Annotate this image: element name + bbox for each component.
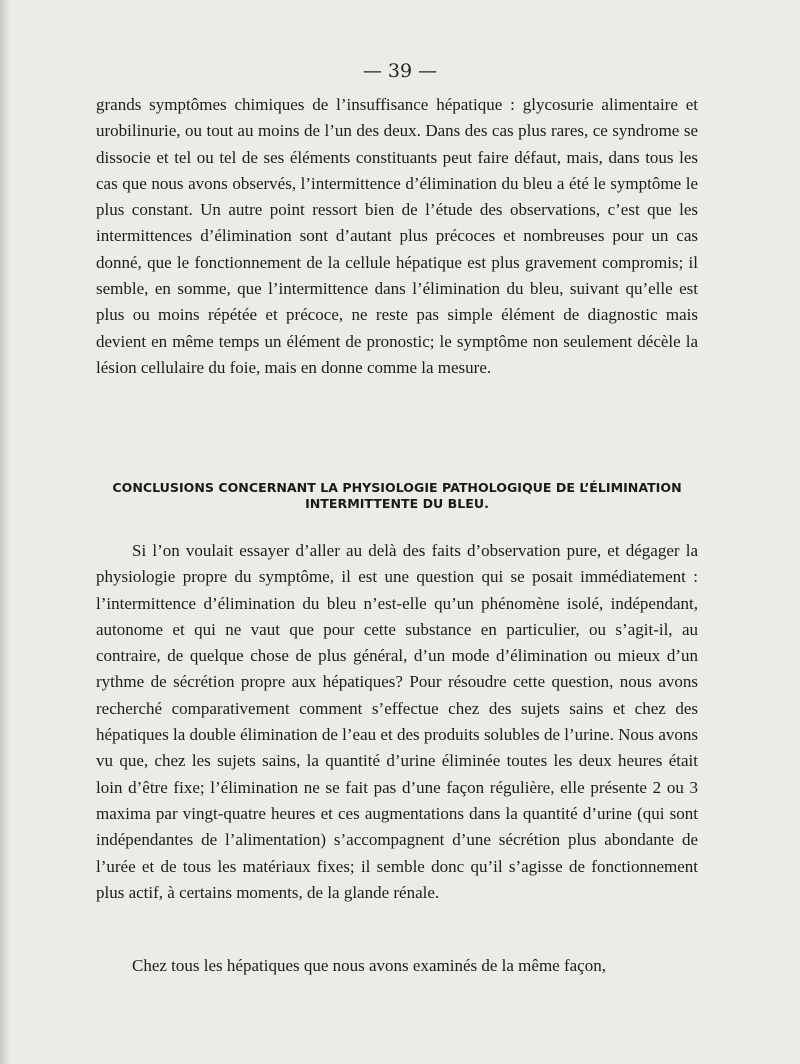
page-number: — 39 —	[362, 60, 438, 82]
section-heading-line-2: INTERMITTENTE DU BLEU.	[305, 496, 489, 511]
page-edge-shadow	[0, 0, 10, 1064]
paragraph-1: grands symptômes chimiques de l’insuffisance hépatique : glycosurie alimentaire et urobilinurie, ou tout au moins de l’un des deux. Dans des cas plus rares, ce syndrome se dissocie et tel ou tel de ses éléments constituants peut faire défaut, mais, dans tous les cas que nous avons observés, l’intermittence d’élimination du bleu a été le symptôme le plus constant. Un autre point ressort bien de l’étude des observations, c’est que les intermittences d’élimination sont d’autant plus précoces et nombreuses pour un cas donné, que le fonctionnement de la cellule hépatique est plus gravement compromis; il semble, en somme, que l’intermittence dans l’élimination du bleu, suivant qu’elle est plus ou moins répétée et précoce, ne reste pas simple élément de diagnostic mais devient en même temps un élément de pronostic; le symptôme non seulement décèle la lésion cellulaire du foie, mais en donne comme la mesure.	[96, 95, 698, 377]
section-heading-line-1: CONCLUSIONS CONCERNANT LA PHYSIOLOGIE PATHOLOGIQUE DE L’ÉLIMINATION	[112, 480, 682, 495]
text-block-continuation	[96, 953, 698, 979]
text-block-intro	[96, 92, 698, 381]
text-block-conclusions	[96, 538, 698, 906]
paragraph-3: Chez tous les hépatiques que nous avons examinés de la même façon,	[132, 956, 606, 975]
paragraph-2: Si l’on voulait essayer d’aller au delà des faits d’observation pure, et dégager la physiologie propre du symptôme, il est une question qui se posait immédiatement : l’intermittence d’élimination du bleu n’est-elle qu’un phénomène isolé, indépendant, autonome et qui ne vaut que pour cette substance en particulier, ou s’agit-il, au contraire, de quelque chose de plus général, d’un mode d’élimination ou mieux d’un rythme de sécrétion propre aux hépatiques? Pour résoudre cette question, nous avons recherché comparativement comment s’effectue chez des sujets sains et chez des hépatiques la double élimination de l’eau et des produits solubles de l’urine. Nous avons vu que, chez les sujets sains, la quantité d’urine éliminée toutes les deux heures était loin d’être fixe; l’élimination ne se fait pas d’une façon régulière, elle présente 2 ou 3 maxima par vingt-quatre heures et ces augmentations dans la quantité d’urine (qui sont indépendantes de l’alimentation) s’accompagnent d’une sécrétion plus abondante de l’urée et de tous les matériaux fixes; il semble donc qu’il s’agisse de fonctionnement plus actif, à certains moments, de la glande rénale.	[96, 541, 698, 902]
section-heading	[88, 480, 706, 512]
